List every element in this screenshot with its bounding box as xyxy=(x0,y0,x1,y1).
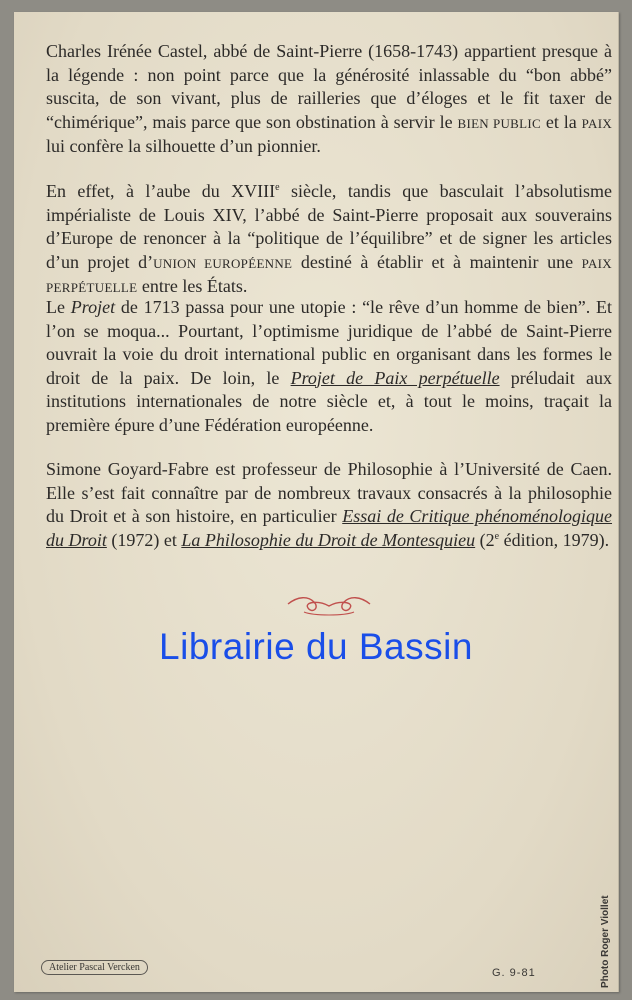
author-bio-paragraph xyxy=(46,458,612,552)
book-back-cover xyxy=(14,12,619,992)
text-run: et la xyxy=(540,111,582,132)
text-run: préludait aux institutions internationales de notre siècle et, à tout le moins, traçait la première épure d’une Fédération européenne. xyxy=(46,367,612,435)
underlined-title: La Philosophie du Droit de Montesquieu xyxy=(181,529,476,550)
photo-credit: Photo Roger Viollet xyxy=(600,895,611,988)
text-run: Simone Goyard-Fabre est professeur de Philosophie à l’Université de Caen. Elle s’est fait connaître par de nombreux travaux consacrés à la philosophie du Droit et à son histoire, en particulier xyxy=(46,459,612,526)
text-run: Charles Irénée Castel, abbé de Saint-Pierre (1658-1743) appartient presque à la légende : non point parce que la générosité inlassable du “bon abbé” suscita, de son vivant, plus de railleries que d’éloges et le fit taxer de “chimérique”, mais parce que son obstination à servir le xyxy=(46,41,612,132)
text-run: En effet, à l’aube du XVIII xyxy=(46,181,276,201)
underlined-title: Projet de Paix perpétuelle xyxy=(290,367,500,388)
underlined-title: Essai de Critique phénoménologique du Droit xyxy=(46,506,613,550)
ornament-flourish-icon xyxy=(284,592,374,622)
small-caps-run: PAIX PERPÉTUELLE xyxy=(46,255,612,295)
text-run: entre les États. xyxy=(137,276,248,296)
text-run: siècle, tandis que basculait l’absolutisme impérialiste de Louis XIV, l’abbé de Saint-Pierre proposait aux souverains d’Europe de renoncer à la “politique de l’équilibre” et de signer les articles d’un projet d’ xyxy=(46,181,612,272)
small-caps-run: PAIX xyxy=(581,115,613,131)
summary-paragraph-3 xyxy=(46,296,612,437)
text-run: édition, 1979). xyxy=(499,529,610,550)
text-run: (2 xyxy=(475,529,495,550)
print-code: G. 9-81 xyxy=(492,967,536,979)
text-run: de 1713 passa pour une utopie : “le rêve d’un homme de bien”. Et l’on se moqua... Pourtant, l’optimisme juridique de l’abbé de Saint-Pierre ouvrait la voie du droit international public en organisant dans les formes le droit de la paix. De loin, le xyxy=(46,297,613,388)
italic-run: Projet xyxy=(70,297,116,317)
text-run: destiné à établir et à maintenir une xyxy=(292,251,582,272)
text-run: (1972) et xyxy=(106,529,182,550)
text-run: Le xyxy=(46,297,71,317)
designer-credit: Atelier Pascal Vercken xyxy=(41,960,148,975)
small-caps-run: BIEN PUBLIC xyxy=(457,115,541,131)
summary-paragraph-2 xyxy=(46,180,612,300)
superscript: e xyxy=(275,182,280,193)
bookseller-watermark: Librairie du Bassin xyxy=(159,626,473,667)
summary-paragraph-1 xyxy=(46,40,612,159)
text-run: lui confère la silhouette d’un pionnier. xyxy=(46,136,321,156)
superscript: e xyxy=(494,530,500,542)
small-caps-run: UNION EUROPÉENNE xyxy=(153,255,293,271)
